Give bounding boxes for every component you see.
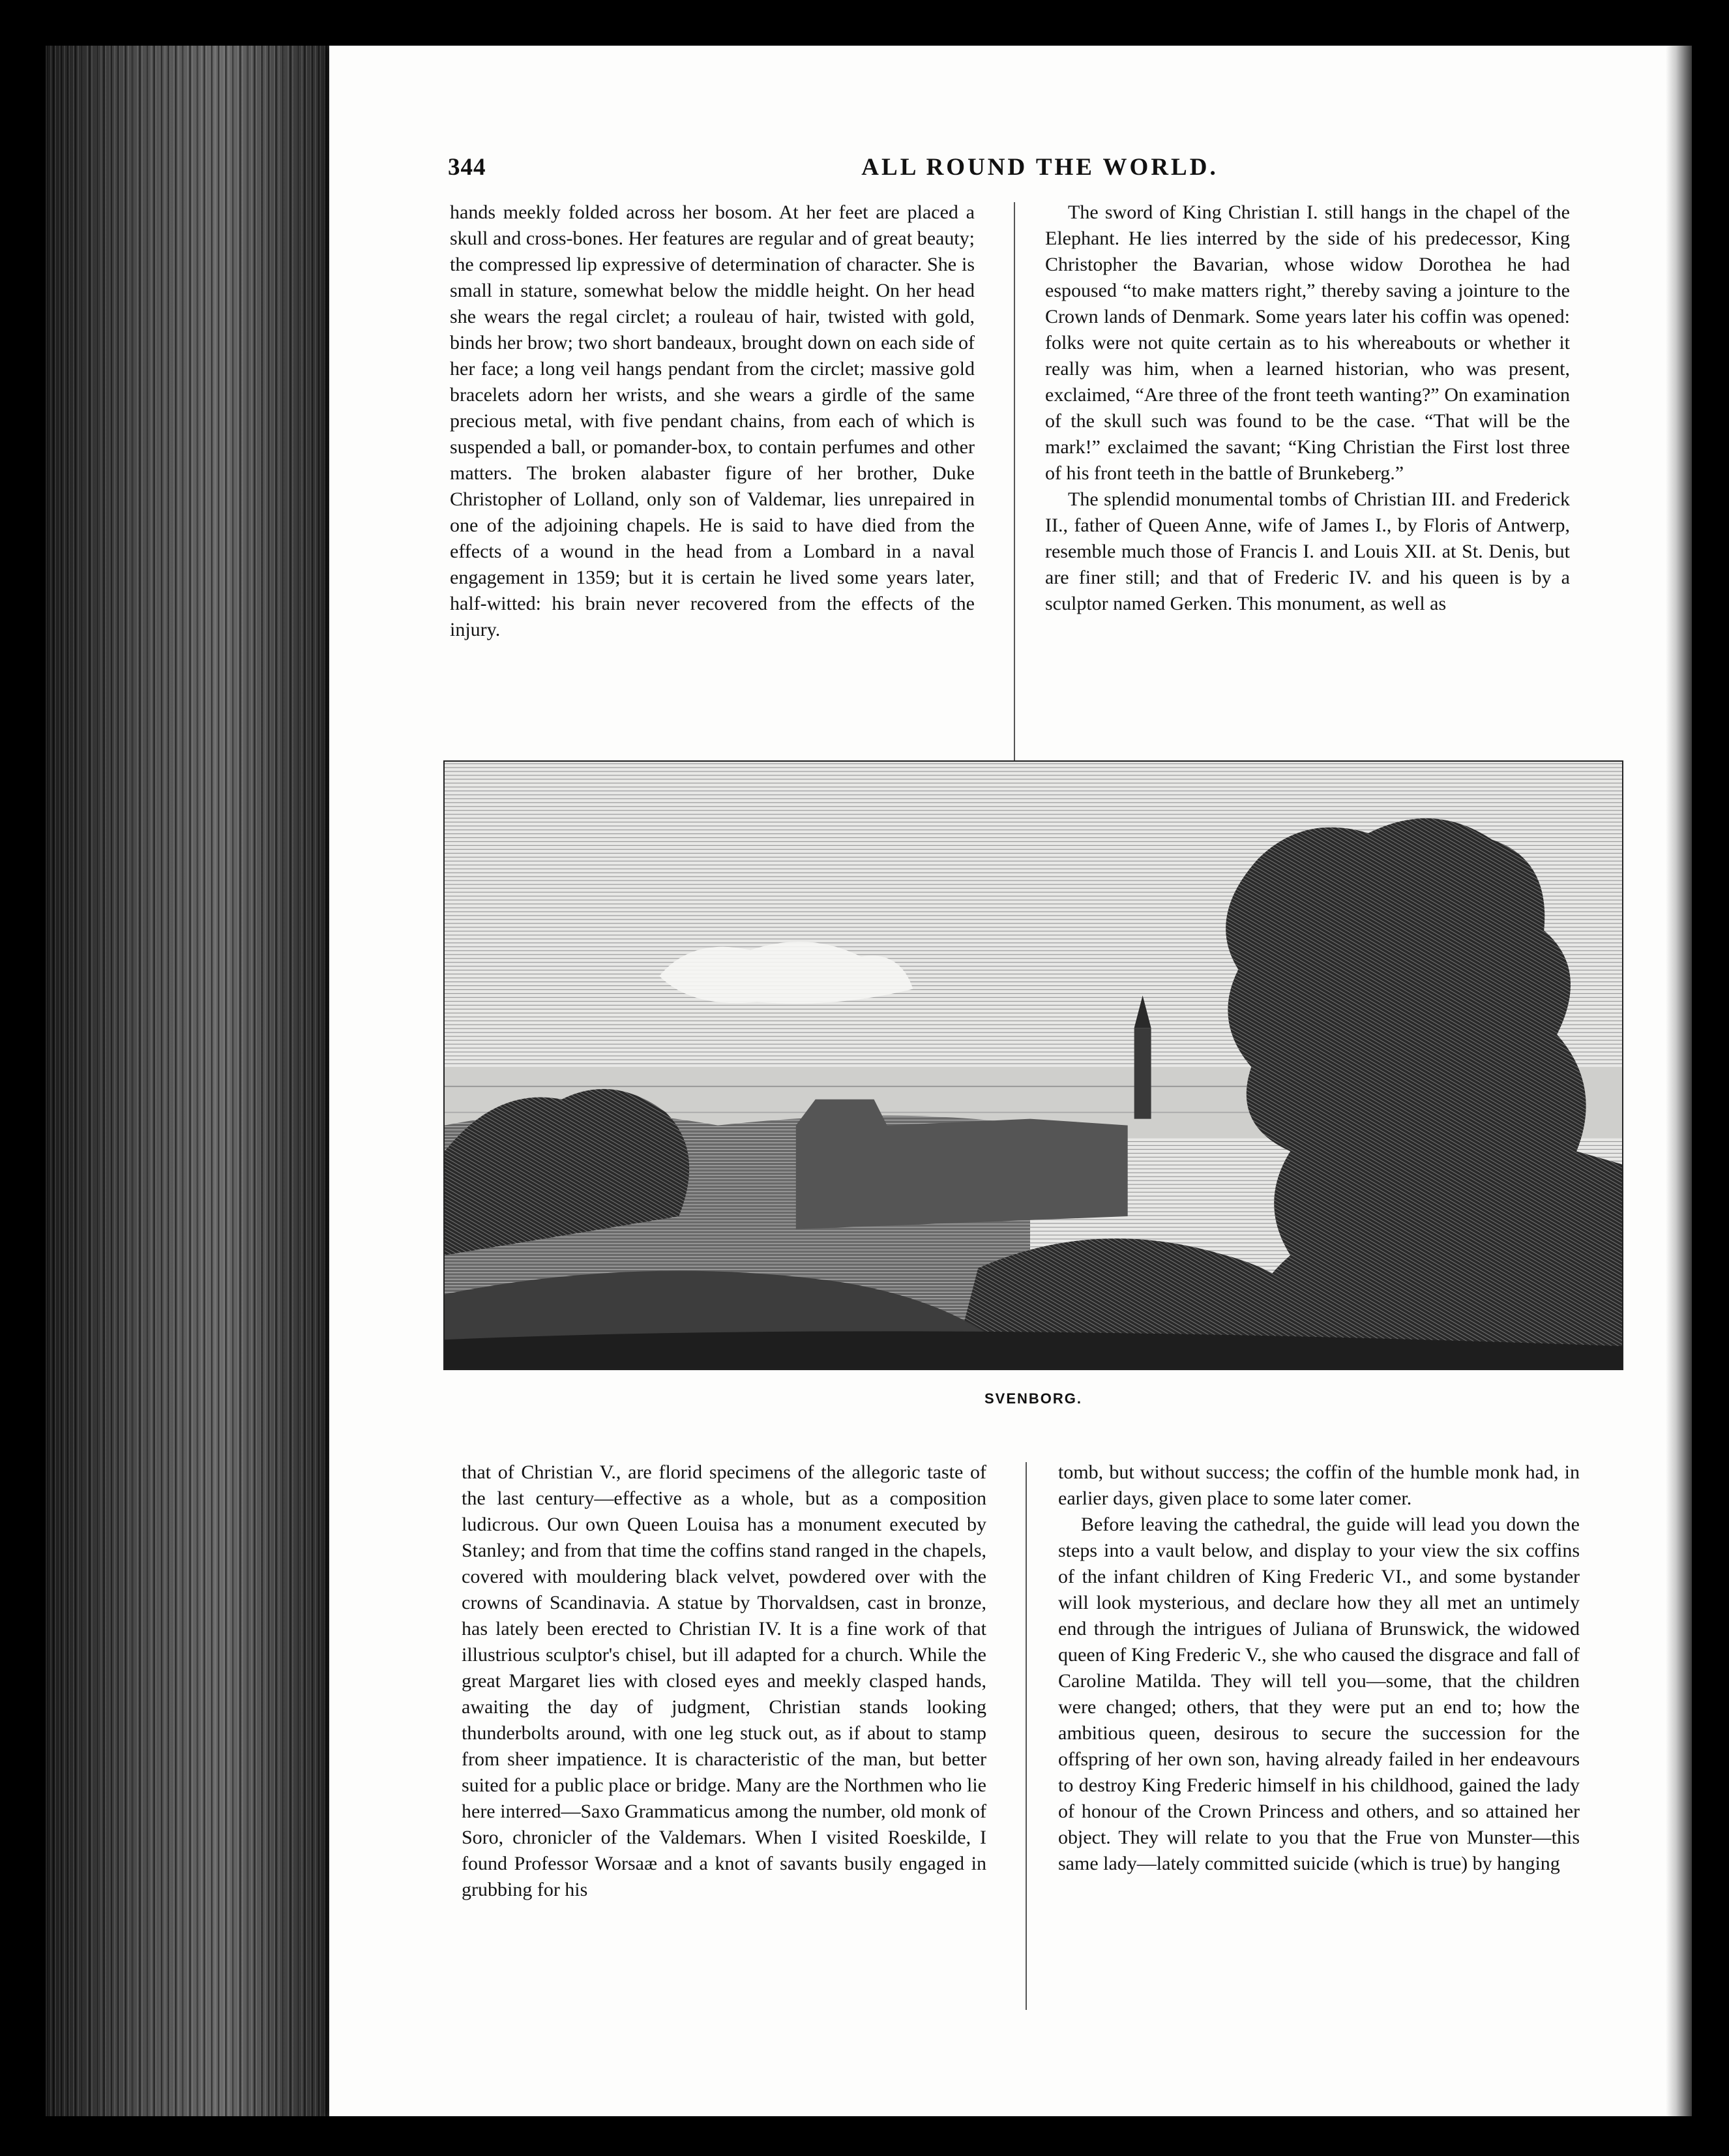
column-bottom-right — [1058, 1460, 1580, 1877]
column-top-right — [1045, 200, 1570, 617]
column-divider — [1014, 202, 1015, 773]
paragraph: Before leaving the cathedral, the guide will lead you down the steps into a vault below, and display to your view the six coffins of the infant children of King Frederic VI., and some bystander will look mysterious, and declare how they all met an untimely end through the intrigues of Juliana of Brunswick, the widowed queen of King Frederic V., she who caused the disgrace and fall of Caroline Matilda. They will tell you—some, that the children were changed; others, that they were put an end to; how the ambitious queen, desirous to secure the succession for the offspring of her own son, having already failed in her endeavours to destroy King Frederic himself in his childhood, gained the lady of honour of the Crown Princess and others, and so attained her object. They will relate to you that the Frue von Munster—this same lady—lately committed suicide (which is true) by hanging — [1058, 1514, 1580, 1874]
column-divider — [1026, 1462, 1027, 2010]
page-content — [329, 46, 1687, 2116]
column-top-left — [450, 200, 975, 643]
paragraph: that of Christian V., are florid specimens of the allegoric taste of the last century—effective as a whole, but as a composition ludicrous. Our own Queen Louisa has a monument executed by Stanley; and from that time the coffins stand ranged in the chapels, covered with mouldering black velvet, powdered over with the crowns of Scandinavia. A statue by Thorvaldsen, cast in bronze, has lately been erected to Christian IV. It is a fine work of that illustrious sculptor's chisel, but ill adapted for a church. While the great Margaret lies with closed eyes and meekly clasped hands, awaiting the day of judgment, Christian stands looking thunderbolts around, with one leg stuck out, as if about to stamp from sheer impatience. It is characteristic of the man, but better suited for a public place or bridge. Many are the Northmen who lie here interred—Saxo Grammaticus among the number, old monk of Soro, chronicler of the Valdemars. When I visited Roeskilde, I found Professor Worsaæ and a knot of savants busily engaged in grubbing for his — [462, 1461, 986, 1900]
paragraph: hands meekly folded across her bosom. At her feet are placed a skull and cross-bones. Her features are regular and of great beauty; the compressed lip expressive of determination of character. She is small in stature, somewhat below the middle height. On her head she wears the regal circlet; a rouleau of hair, twisted with gold, binds her brow; two short bandeaux, brought down on each side of her face; a long veil hangs pendant from the circlet; massive gold bracelets adorn her wrists, and she wears a girdle of the same precious metal, with five pendant chains, from each of which is suspended a ball, or pomander-box, to contain perfumes and other matters. The broken alabaster figure of her brother, Duke Christopher of Lolland, only son of Valdemar, lies unrepaired in one of the adjoining chapels. He is said to have died from the effects of a wound in the head from a Lombard in a naval engagement in 1359; but it is certain he lived some years later, half-witted: his brain never recovered from the effects of the injury. — [450, 202, 975, 640]
paragraph: tomb, but without success; the coffin of the humble monk had, in earlier days, given place to some later comer. — [1058, 1461, 1580, 1509]
page-number: 344 — [448, 154, 486, 181]
paragraph: The splendid monumental tombs of Christian III. and Frederick II., father of Queen Anne, wife of James I., by Floris of Antwerp, resemble much those of Francis I. and Louis XII. at St. Denis, but are finer still; and that of Frederic IV. and his queen is by a sculptor named Gerken. This monument, as well as — [1045, 488, 1570, 614]
book-spine — [46, 46, 342, 2116]
svenborg-landscape-engraving — [445, 762, 1622, 1369]
illustration-caption: SVENBORG. — [984, 1390, 1083, 1407]
running-title: ALL ROUND THE WORLD. — [861, 154, 1219, 181]
engraving-illustration — [443, 760, 1623, 1370]
column-bottom-left — [462, 1460, 986, 1903]
paragraph: The sword of King Christian I. still hangs in the chapel of the Elephant. He lies interred by the side of his predecessor, King Christopher the Bavarian, whose widow Dorothea he had espoused “to make matters right,” thereby saving a jointure to the Crown lands of Denmark. Some years later his coffin was opened: folks were not quite certain as to his whereabouts or whether it really was him, when a learned historian, who was present, exclaimed, “Are three of the front teeth wanting?” On examination of the skull such was found to be the case. “That will be the mark!” exclaimed the savant; “King Christian the First lost three of his front teeth in the battle of Brunkeberg.” — [1045, 202, 1570, 484]
